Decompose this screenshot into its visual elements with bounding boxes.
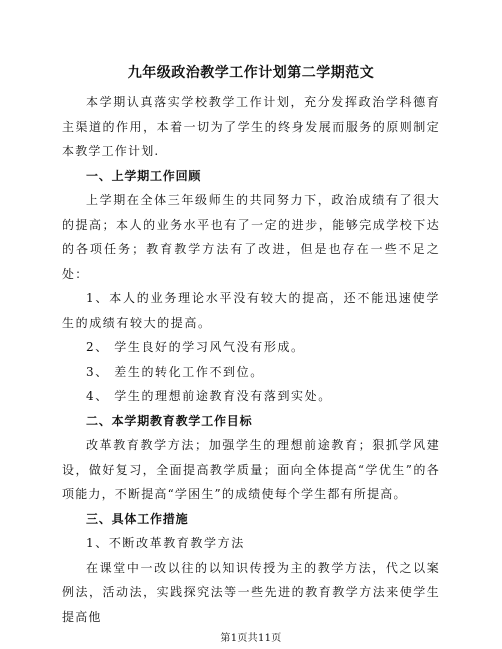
measures-item-1: 1、不断改革教育教学方法 — [86, 536, 245, 550]
measures-paragraph: 在课堂中一改以往的以知识传授为主的教学方法，代之以案例法，活动法，实践探究法等一些先进的教育教学方法来使学生提高他 — [62, 560, 440, 624]
goals-paragraph: 改革教育教学方法；加强学生的理想前途教育；狠抓学风建设，做好复习，全面提高教学质量；面向全体提高“学优生”的各项能力，不断提高“学困生”的成绩使每个学生都有所提高。 — [62, 438, 440, 501]
section-heading-measures: 三、具体工作措施 — [86, 511, 189, 526]
review-item-1: 1、本人的业务理论水平没有较大的提高，还不能迅速使学生的成绩有较大的提高。 — [62, 291, 440, 330]
review-item-4: 4、 学生的理想前途教育没有落到实处。 — [86, 389, 332, 403]
document-body — [62, 90, 440, 629]
page-number: 第1页共11页 — [220, 633, 282, 644]
document-title: 九年级政治教学工作计划第二学期范文 — [127, 65, 375, 81]
section-heading-goals: 二、本学期教育教学工作目标 — [86, 413, 253, 428]
intro-paragraph: 本学期认真落实学校教学工作计划，充分发挥政治学科德育主渠道的作用，本着一切为了学生的终身发展而服务的原则制定本教学工作计划. — [62, 95, 440, 158]
review-paragraph: 上学期在全体三年级师生的共同努力下，政治成绩有了很大的提高；本人的业务水平也有了一定的进步，能够完成学校下达的各项任务；教育教学方法有了改进，但是也存在一些不足之处： — [62, 193, 440, 281]
section-heading-review: 一、上学期工作回顾 — [86, 168, 202, 183]
review-item-3: 3、 差生的转化工作不到位。 — [86, 364, 264, 379]
review-item-2: 2、 学生良好的学习风气没有形成。 — [86, 340, 305, 354]
